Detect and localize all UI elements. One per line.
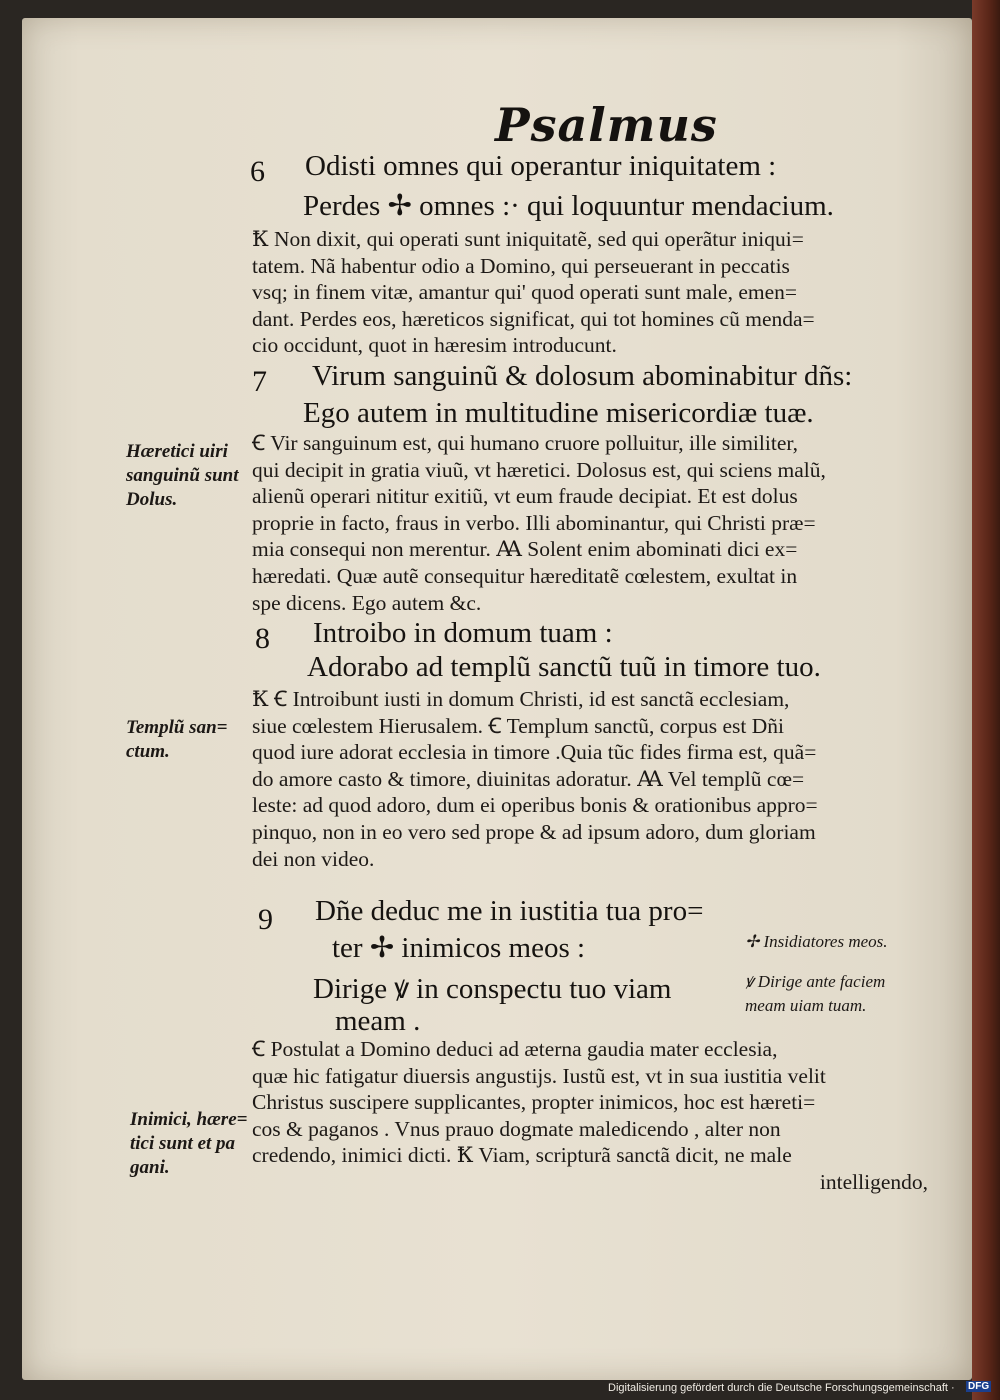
commentary-line: Ꝁ Non dixit, qui operati sunt iniquitatẽ, sed qui operãtur iniqui= (252, 227, 804, 251)
verse-9-line-3: Dirige ꝟ in conspectu tuo viam (313, 973, 672, 1005)
commentary-line: cos & paganos . Vnus prauo dogmate maledicendo , alter non (252, 1116, 781, 1141)
commentary-line: siue cœlestem Hierusalem. Ꞓ Templum sanctũ, corpus est Dñi (252, 713, 784, 738)
commentary-line: do amore casto & timore, diuinitas adoratur. Ꜳ Vel templũ cœ= (252, 766, 805, 791)
gloss-insidiatores: ✢ Insidiatores meos. (745, 932, 888, 951)
margin-note-line: tici sunt et pa (130, 1133, 236, 1154)
margin-note-line: Hæretici uiri (126, 441, 228, 462)
margin-note-verse-9 (130, 1108, 247, 1180)
verse-number-7: 7 (252, 365, 267, 398)
commentary-line: leste: ad quod adoro, dum ei operibus bonis & orationibus appro= (252, 793, 818, 818)
margin-note-verse-8 (126, 716, 227, 764)
commentary-line: Ꝁ Ꞓ Introibunt iusti in domum Christi, id est sanctã ecclesiam, (252, 687, 790, 711)
verse-9-line-4: meam . (335, 1005, 421, 1037)
commentary-line: pinquo, non in eo vero sed prope & ad ipsum adoro, dum gloriam (252, 819, 816, 844)
verse-9-line-1: Dñe deduc me in iustitia tua pro= (315, 895, 704, 927)
commentary-line: Christus suscipere supplicantes, propter inimicos, hoc est hæreti= (252, 1090, 816, 1115)
commentary-line: quæ hic fatigatur diuersis angustijs. Iustũ est, vt in sua iustitia velit (252, 1063, 826, 1088)
commentary-verse-7 (252, 430, 932, 616)
verse-8-line-2: Adorabo ad templũ sanctũ tuũ in timore tuo. (307, 651, 821, 683)
commentary-verse-6 (252, 226, 932, 359)
commentary-line: intelligendo, (819, 1169, 928, 1194)
commentary-line: dant. Perdes eos, hæreticos significat, qui tot homines cũ menda= (252, 306, 815, 331)
commentary-line: Ꞓ Vir sanguinum est, qui humano cruore polluitur, ille similiter, (252, 431, 799, 455)
commentary-line: mia consequi non merentur. Ꜳ Solent enim abominati dici ex= (252, 537, 798, 562)
commentary-line: qui decipit in gratia viuũ, vt hæretici. Dolosus est, qui sciens malũ, (252, 457, 826, 482)
commentary-line: cio occidunt, quot in hæresim introducunt. (252, 333, 617, 358)
margin-note-line: Dolus. (126, 489, 178, 510)
margin-note-line: gani. (130, 1157, 170, 1178)
verse-8-line-1: Introibo in domum tuam : (313, 617, 613, 649)
margin-note-line: Inimici, hære= (130, 1109, 248, 1130)
commentary-line: Ꞓ Postulat a Domino deduci ad æterna gaudia mater ecclesia, (252, 1037, 778, 1061)
verse-7-line-1: Virum sanguinũ & dolosum abominabitur dñs: (312, 360, 853, 392)
book-binding-edge (972, 0, 1000, 1400)
commentary-verse-8 (252, 686, 932, 872)
commentary-verse-9 (252, 1036, 932, 1196)
verse-9-line-2: ter ✢ inimicos meos : (332, 932, 586, 964)
margin-note-line: ctum. (126, 741, 170, 762)
verse-6-line-2: Perdes ✢ omnes :· qui loquuntur mendacium. (303, 190, 834, 222)
commentary-line: alienũ operari nititur exitiũ, vt eum fraude decipiat. Et est dolus (252, 484, 798, 509)
running-heading: Psalmus (495, 98, 718, 152)
margin-note-line: sanguinũ sunt (126, 465, 239, 486)
gloss-line: meam uiam tuam. (745, 996, 867, 1015)
gloss-line: ꝟ Dirige ante faciem (745, 972, 886, 991)
commentary-line: vsq; in finem vitæ, amantur qui' quod operati sunt male, emen= (252, 280, 798, 305)
verse-6-line-1: Odisti omnes qui operantur iniquitatem : (305, 150, 777, 182)
commentary-line: quod iure adorat ecclesia in timore .Quia tũc fides firma est, quã= (252, 740, 817, 765)
gloss-dirige (745, 970, 885, 1018)
digitization-credit: Digitalisierung gefördert durch die Deutsche Forschungsgemeinschaft · (608, 1382, 955, 1394)
margin-note-line: Templũ san= (126, 717, 228, 738)
verse-number-9: 9 (258, 903, 273, 936)
margin-note-verse-7 (126, 440, 239, 512)
verse-7-line-2: Ego autem in multitudine misericordiæ tuæ. (303, 397, 814, 429)
commentary-line: tatem. Nã habentur odio a Domino, qui perseuerant in peccatis (252, 253, 790, 278)
commentary-line: credendo, inimici dicti. Ꝁ Viam, scripturã sanctã dicit, ne male (252, 1143, 792, 1168)
verse-number-8: 8 (255, 622, 270, 655)
verse-number-6: 6 (250, 155, 265, 188)
commentary-line: spe dicens. Ego autem &c. (252, 590, 482, 615)
commentary-line: hæredati. Quæ autẽ consequitur hæreditatẽ cœlestem, exultat in (252, 563, 798, 588)
dfg-logo: DFG (968, 1381, 990, 1392)
commentary-line: dei non video. (252, 846, 375, 871)
commentary-line: proprie in facto, fraus in verbo. Illi abominantur, qui Christi præ= (252, 510, 816, 535)
